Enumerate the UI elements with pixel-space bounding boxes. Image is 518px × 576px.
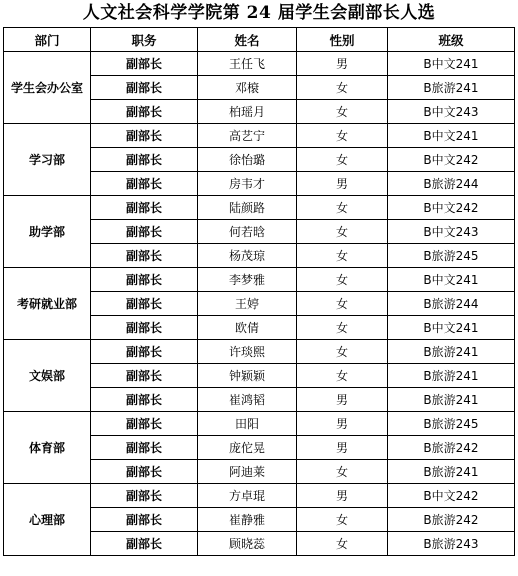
department-cell: 文娱部 bbox=[4, 340, 91, 412]
position-cell: 副部长 bbox=[91, 220, 198, 244]
position-cell: 副部长 bbox=[91, 244, 198, 268]
position-cell: 副部长 bbox=[91, 148, 198, 172]
class-cell: B中文242 bbox=[388, 148, 515, 172]
name-cell: 王婷 bbox=[198, 292, 297, 316]
gender-cell: 女 bbox=[297, 196, 388, 220]
class-cell: B旅游244 bbox=[388, 292, 515, 316]
gender-cell: 男 bbox=[297, 484, 388, 508]
name-cell: 崔静雅 bbox=[198, 508, 297, 532]
position-cell: 副部长 bbox=[91, 412, 198, 436]
class-cell: B旅游241 bbox=[388, 460, 515, 484]
name-cell: 欧倩 bbox=[198, 316, 297, 340]
department-cell: 学生会办公室 bbox=[4, 52, 91, 124]
name-cell: 方卓琨 bbox=[198, 484, 297, 508]
class-cell: B旅游242 bbox=[388, 508, 515, 532]
position-cell: 副部长 bbox=[91, 532, 198, 556]
gender-cell: 女 bbox=[297, 124, 388, 148]
class-cell: B旅游241 bbox=[388, 388, 515, 412]
position-cell: 副部长 bbox=[91, 316, 198, 340]
gender-cell: 女 bbox=[297, 508, 388, 532]
gender-cell: 女 bbox=[297, 532, 388, 556]
gender-cell: 女 bbox=[297, 316, 388, 340]
position-cell: 副部长 bbox=[91, 124, 198, 148]
class-cell: B中文242 bbox=[388, 484, 515, 508]
position-cell: 副部长 bbox=[91, 484, 198, 508]
position-cell: 副部长 bbox=[91, 172, 198, 196]
name-cell: 崔鸿韬 bbox=[198, 388, 297, 412]
name-cell: 庞佗晃 bbox=[198, 436, 297, 460]
name-cell: 王任飞 bbox=[198, 52, 297, 76]
gender-cell: 女 bbox=[297, 460, 388, 484]
position-cell: 副部长 bbox=[91, 100, 198, 124]
class-cell: B旅游242 bbox=[388, 436, 515, 460]
name-cell: 李梦雅 bbox=[198, 268, 297, 292]
class-cell: B中文241 bbox=[388, 52, 515, 76]
class-cell: B旅游241 bbox=[388, 76, 515, 100]
position-cell: 副部长 bbox=[91, 364, 198, 388]
class-cell: B中文241 bbox=[388, 124, 515, 148]
class-cell: B旅游241 bbox=[388, 340, 515, 364]
table-row bbox=[4, 340, 515, 364]
name-cell: 许琰熙 bbox=[198, 340, 297, 364]
department-cell: 体育部 bbox=[4, 412, 91, 484]
column-header-gender: 性别 bbox=[297, 28, 388, 52]
name-cell: 陆颜路 bbox=[198, 196, 297, 220]
column-header-name: 姓名 bbox=[198, 28, 297, 52]
position-cell: 副部长 bbox=[91, 196, 198, 220]
gender-cell: 女 bbox=[297, 100, 388, 124]
table-row bbox=[4, 52, 515, 76]
name-cell: 顾晓蕊 bbox=[198, 532, 297, 556]
table-row bbox=[4, 412, 515, 436]
table-row bbox=[4, 124, 515, 148]
class-cell: B中文242 bbox=[388, 196, 515, 220]
gender-cell: 男 bbox=[297, 436, 388, 460]
gender-cell: 女 bbox=[297, 244, 388, 268]
column-header-department: 部门 bbox=[4, 28, 91, 52]
name-cell: 高艺宁 bbox=[198, 124, 297, 148]
position-cell: 副部长 bbox=[91, 508, 198, 532]
gender-cell: 女 bbox=[297, 340, 388, 364]
class-cell: B旅游241 bbox=[388, 364, 515, 388]
position-cell: 副部长 bbox=[91, 436, 198, 460]
table-row bbox=[4, 484, 515, 508]
department-cell: 心理部 bbox=[4, 484, 91, 556]
department-cell: 助学部 bbox=[4, 196, 91, 268]
position-cell: 副部长 bbox=[91, 76, 198, 100]
class-cell: B中文241 bbox=[388, 316, 515, 340]
name-cell: 田阳 bbox=[198, 412, 297, 436]
name-cell: 房韦才 bbox=[198, 172, 297, 196]
page-title: 人文社会科学学院第 24 届学生会副部长人选 bbox=[82, 3, 436, 23]
header-row bbox=[4, 28, 515, 52]
gender-cell: 男 bbox=[297, 412, 388, 436]
gender-cell: 女 bbox=[297, 76, 388, 100]
class-cell: B旅游244 bbox=[388, 172, 515, 196]
name-cell: 阿迪莱 bbox=[198, 460, 297, 484]
gender-cell: 男 bbox=[297, 388, 388, 412]
gender-cell: 女 bbox=[297, 292, 388, 316]
position-cell: 副部长 bbox=[91, 460, 198, 484]
gender-cell: 女 bbox=[297, 148, 388, 172]
class-cell: B中文241 bbox=[388, 268, 515, 292]
class-cell: B旅游245 bbox=[388, 244, 515, 268]
position-cell: 副部长 bbox=[91, 268, 198, 292]
class-cell: B中文243 bbox=[388, 100, 515, 124]
gender-cell: 女 bbox=[297, 268, 388, 292]
name-cell: 何若晗 bbox=[198, 220, 297, 244]
table-header bbox=[4, 28, 515, 52]
table-row bbox=[4, 268, 515, 292]
name-cell: 杨茂琼 bbox=[198, 244, 297, 268]
name-cell: 钟颖颖 bbox=[198, 364, 297, 388]
department-cell: 考研就业部 bbox=[4, 268, 91, 340]
table-body bbox=[4, 52, 515, 556]
position-cell: 副部长 bbox=[91, 292, 198, 316]
gender-cell: 女 bbox=[297, 364, 388, 388]
name-cell: 柏瑶月 bbox=[198, 100, 297, 124]
table-row bbox=[4, 196, 515, 220]
gender-cell: 男 bbox=[297, 172, 388, 196]
gender-cell: 女 bbox=[297, 220, 388, 244]
column-header-class: 班级 bbox=[388, 28, 515, 52]
position-cell: 副部长 bbox=[91, 388, 198, 412]
name-cell: 邓榱 bbox=[198, 76, 297, 100]
position-cell: 副部长 bbox=[91, 340, 198, 364]
name-cell: 徐怡璐 bbox=[198, 148, 297, 172]
gender-cell: 男 bbox=[297, 52, 388, 76]
class-cell: B旅游243 bbox=[388, 532, 515, 556]
class-cell: B中文243 bbox=[388, 220, 515, 244]
position-cell: 副部长 bbox=[91, 52, 198, 76]
department-cell: 学习部 bbox=[4, 124, 91, 196]
class-cell: B旅游245 bbox=[388, 412, 515, 436]
roster-table bbox=[3, 27, 515, 556]
column-header-position: 职务 bbox=[91, 28, 198, 52]
